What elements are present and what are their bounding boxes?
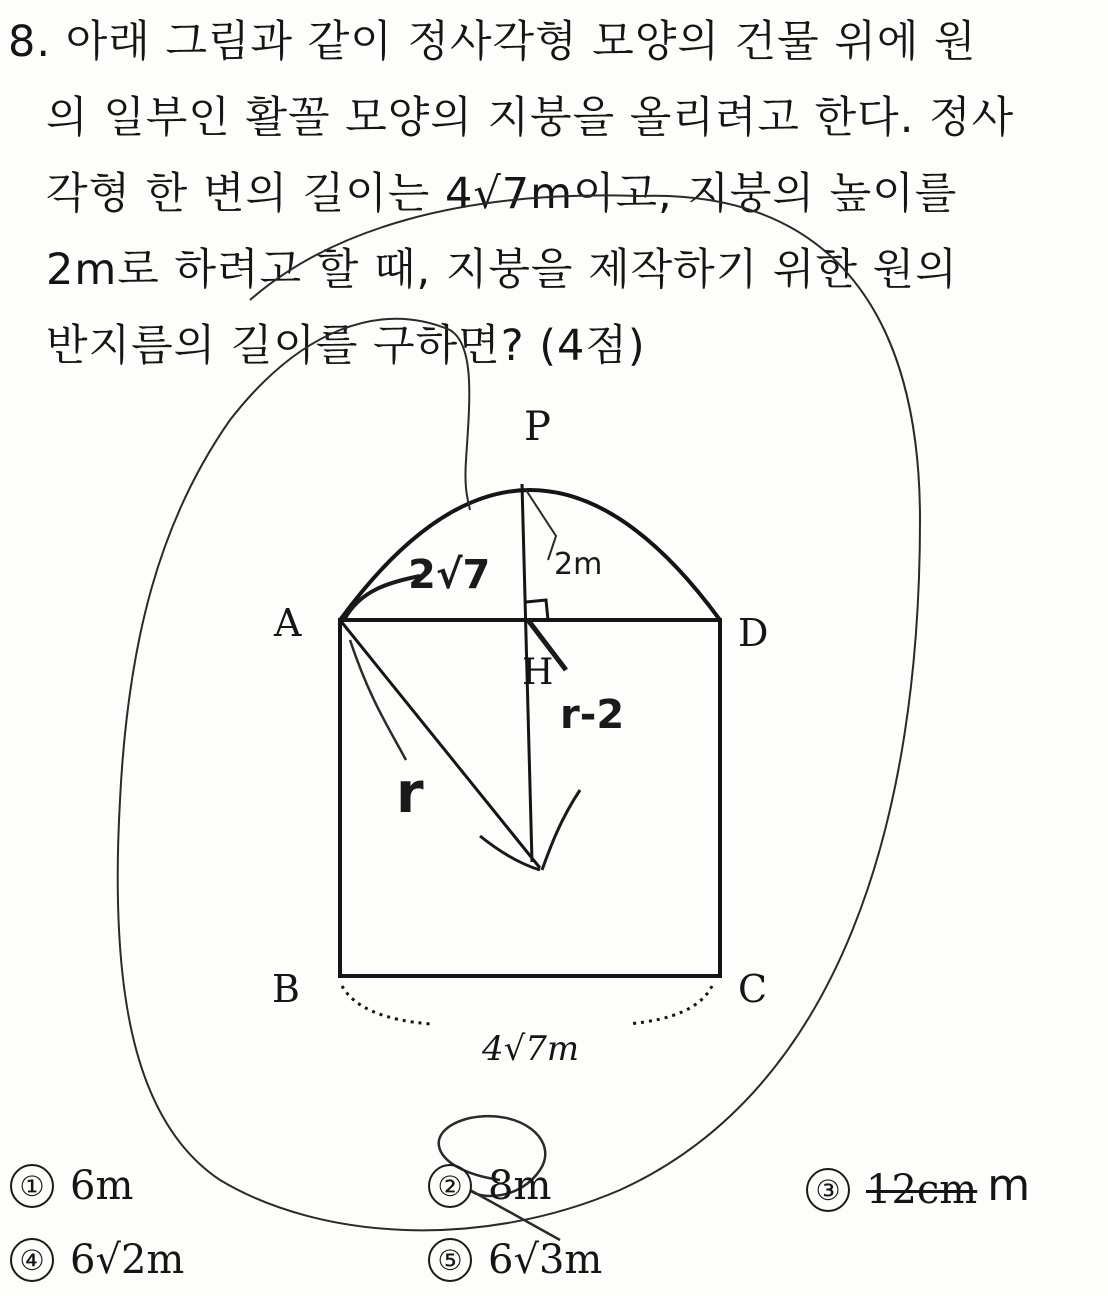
brace-right [628,986,712,1024]
label-h: H [522,652,554,693]
choice-2[interactable] [428,1160,551,1209]
label-b: B [272,967,300,1011]
choice-4[interactable] [10,1234,184,1283]
choice-3-number: ③ [806,1168,850,1212]
label-side-length: 4√7m [482,1029,580,1069]
choice-1[interactable] [10,1160,133,1209]
question-line-1: 8. 아래 그림과 같이 정사각형 모양의 건물 위에 원 [8,17,977,67]
label-c: C [738,967,768,1011]
hand-r-minus-2: r-2 [560,692,625,738]
hand-height: 2m [554,547,603,582]
label-a: A [274,601,302,645]
choice-4-number: ④ [10,1238,54,1282]
question-line-2: 의 일부인 활꼴 모양의 지붕을 올리려고 한다. 정사 [46,93,1015,143]
question-line-3: 각형 한 변의 길이는 4√7m이고, 지붕의 높이를 [46,169,958,219]
choice-1-value: 6m [70,1163,134,1209]
choice-3-handwritten-unit: m [987,1160,1031,1211]
line-a-center [340,620,540,868]
right-angle-mark [526,600,548,620]
choice-2-number: ② [428,1164,472,1208]
choice-3-value: 12cm [866,1167,978,1213]
choice-5-number: ⑤ [428,1238,472,1282]
choice-5[interactable] [428,1234,602,1283]
question-line-5: 반지름의 길이를 구하면? (4점) [46,321,646,371]
hand-radius: r [396,761,424,826]
choice-4-value: 6√2m [70,1237,185,1283]
question-line-4: 2m로 하려고 할 때, 지붕을 제작하기 위한 원의 [46,245,958,295]
choice-3[interactable] [806,1160,1030,1213]
choice-5-value: 6√3m [488,1237,603,1283]
choice-1-number: ① [10,1164,54,1208]
brace-left [342,986,430,1024]
choice-2-value: 8m [488,1163,552,1209]
label-d: D [738,611,769,655]
hand-half-side: 2√7 [408,552,491,598]
label-p: P [524,404,551,450]
